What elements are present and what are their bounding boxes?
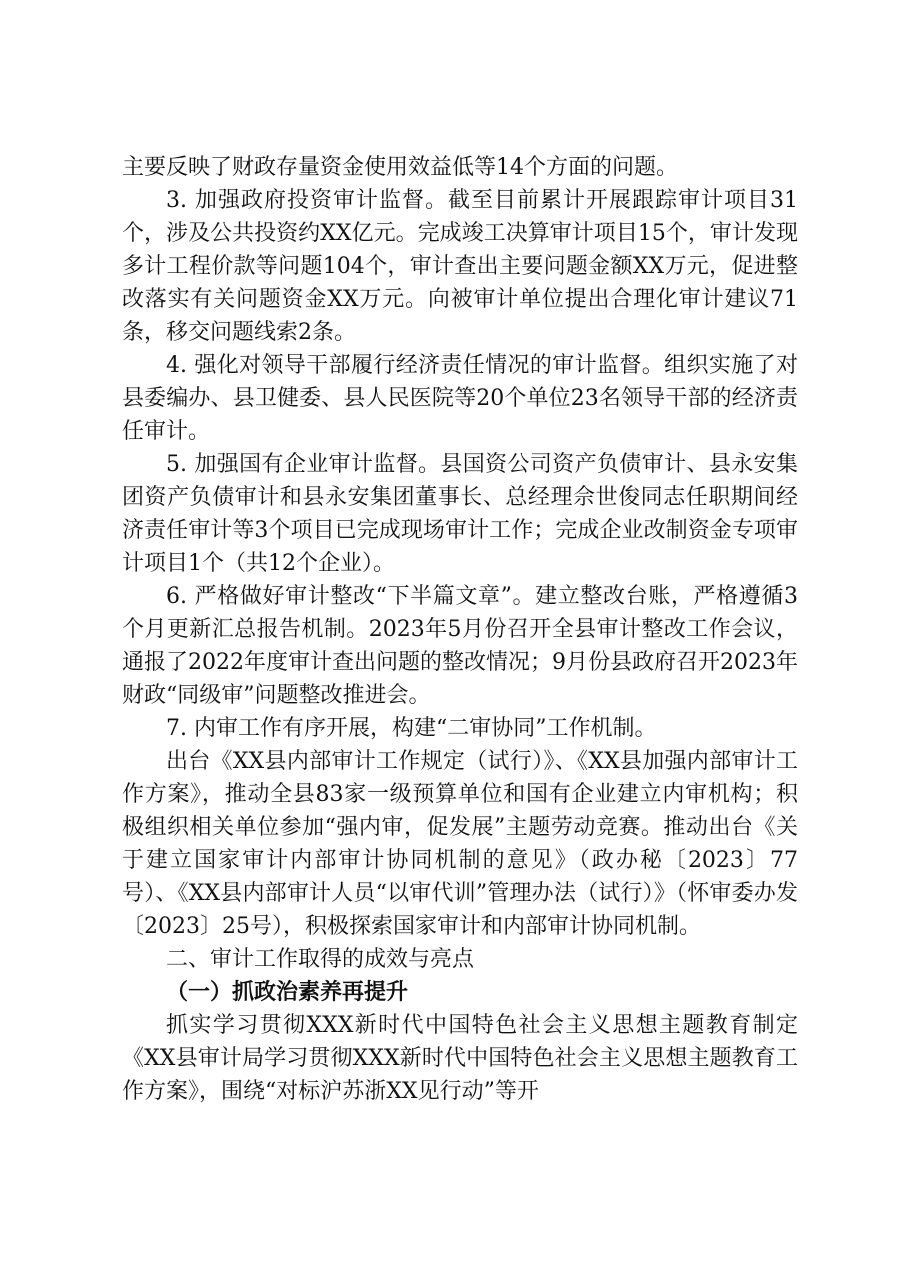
subsection-heading: （一）抓政治素养再提升 <box>166 979 409 1005</box>
paragraph-continuation: 主要反映了财政存量资金使用效益低等14个方面的问题。 <box>122 155 678 180</box>
paragraph-internal-audit: 出台《XX县内部审计工作规定（试行）》、《XX县加强内部审计工作方案》，推动全县83家一级预算单位和国有企业建立内审机构；积极组织相关单位参加“强内审，促发展”主题劳动竞赛。推动出台《关于建立国家审计内部审计协同机制的意见》（政办秘〔2023〕77号）、《XX县内部审计人员“以审代训”管理办法（试行）》（怀审委办发〔2023〕25号），积极探索国家审计和内部审计协同机制。 <box>122 749 798 939</box>
document-body <box>122 151 798 1108</box>
section-heading: 二、审计工作取得的成效与亮点 <box>166 947 475 972</box>
paragraph-item-4: 4. 强化对领导干部履行经济责任情况的审计监督。组织实施了对县委编办、县卫健委、县人民医院等20个单位23名领导干部的经济责任审计。 <box>122 353 798 444</box>
paragraph-item-7: 7. 内审工作有序开展，构建“二审协同”工作机制。 <box>166 716 657 741</box>
paragraph-item-6: 6. 严格做好审计整改“下半篇文章”。建立整改台账，严格遵循3个月更新汇总报告机制。2023年5月份召开全县审计整改工作会议，通报了2022年度审计查出问题的整改情况；9月份县政府召开2023年财政“同级审”问题整改推进会。 <box>122 584 798 708</box>
paragraph-item-3: 3. 加强政府投资审计监督。截至目前累计开展跟踪审计项目31个，涉及公共投资约XX亿元。完成竣工决算审计项目15个，审计发现多计工程价款等问题104个，审计查出主要问题金额XX万元，促进整改落实有关问题资金XX万元。向被审计单位提出合理化审计建议71条，移交问题线索2条。 <box>122 188 798 345</box>
paragraph-item-5: 5. 加强国有企业审计监督。县国资公司资产负债审计、县永安集团资产负债审计和县永安集团董事长、总经理佘世俊同志任职期间经济责任审计等3个项目已完成现场审计工作；完成企业改制资金专项审计项目1个（共12个企业）。 <box>122 452 798 576</box>
paragraph-political-study: 抓实学习贯彻XXX新时代中国特色社会主义思想主题教育制定《XX县审计局学习贯彻XXX新时代中国特色社会主义思想主题教育工作方案》，围绕“对标沪苏浙XX见行动”等开 <box>122 1013 798 1104</box>
